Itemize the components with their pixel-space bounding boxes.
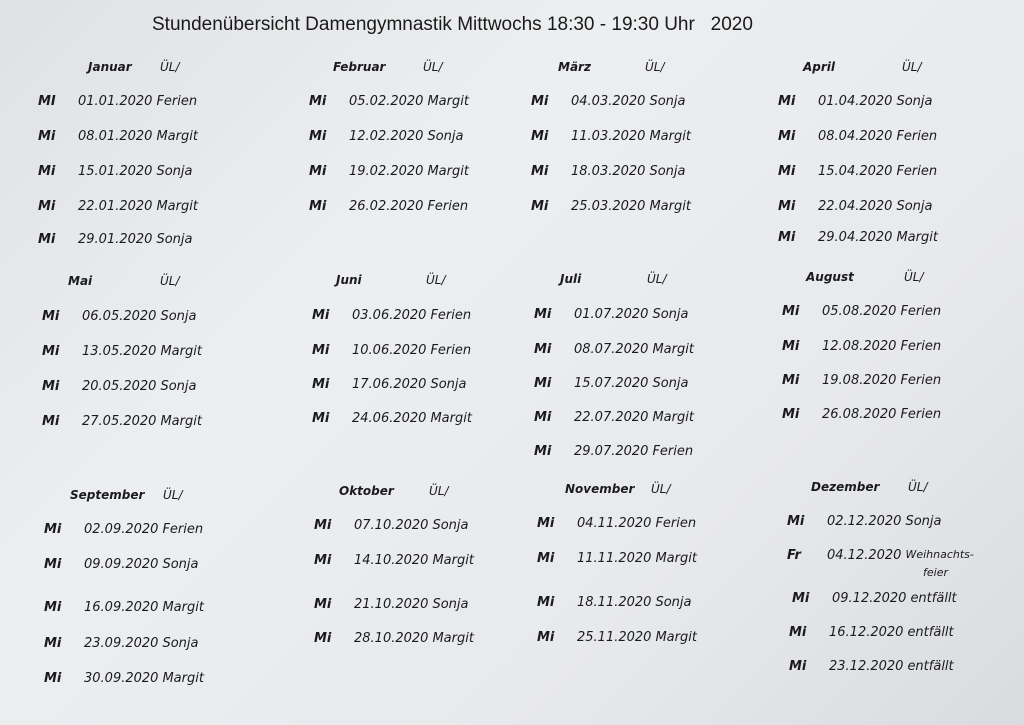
weekday: Mi [42, 414, 60, 429]
trainer-column-label: ÜL/ [429, 484, 449, 498]
trainer-name: Margit [652, 410, 694, 425]
weekday: Mi [534, 376, 552, 391]
schedule-entry [314, 553, 474, 568]
session-date: 01.04.2020 [818, 94, 893, 109]
session-date: 11.03.2020 [571, 129, 646, 144]
schedule-entry [314, 631, 474, 646]
weekday: Mi [782, 304, 800, 319]
weekday: Mi [782, 339, 800, 354]
trainer-name: Sonja [427, 129, 464, 144]
session-date: 22.07.2020 [574, 410, 649, 425]
weekday: Mi [309, 199, 327, 214]
trainer-name: Weihnachts- [905, 548, 974, 561]
weekday: MI [38, 94, 56, 109]
session-date: 20.05.2020 [82, 379, 157, 394]
session-date: 01.01.2020 [78, 94, 153, 109]
session-date: 19.02.2020 [349, 164, 424, 179]
schedule-entry [314, 518, 468, 533]
schedule-entry [42, 309, 196, 324]
session-date: 24.06.2020 [352, 411, 427, 426]
weekday: Mi [782, 407, 800, 422]
trainer-column-label: ÜL/ [423, 60, 443, 74]
trainer-name: Sonja [896, 199, 933, 214]
weekday: Mi [531, 199, 549, 214]
month-name: Januar [88, 60, 132, 74]
weekday: Mi [787, 514, 805, 529]
schedule-entry [312, 308, 471, 323]
month-name: Juni [336, 273, 362, 287]
session-date: 13.05.2020 [82, 344, 157, 359]
schedule-entry [531, 94, 685, 109]
trainer-name: Margit [655, 630, 697, 645]
month-name: April [803, 60, 836, 74]
schedule-entry [787, 548, 974, 579]
session-date: 26.08.2020 [822, 407, 897, 422]
trainer-name: Margit [427, 164, 469, 179]
session-date: 29.04.2020 [818, 230, 893, 245]
weekday: Mi [537, 551, 555, 566]
schedule-entry [534, 410, 694, 425]
weekday: Mi [44, 636, 62, 651]
weekday: Mi [778, 94, 796, 109]
trainer-name: Margit [649, 199, 691, 214]
weekday: Mi [537, 516, 555, 531]
session-date: 14.10.2020 [354, 553, 429, 568]
weekday: Mi [38, 199, 56, 214]
trainer-column-label: ÜL/ [647, 272, 667, 286]
weekday: Mi [42, 379, 60, 394]
schedule-entry [789, 625, 954, 640]
weekday: Mi [782, 373, 800, 388]
weekday: Mi [314, 631, 332, 646]
schedule-entry [38, 94, 197, 109]
session-date: 18.11.2020 [577, 595, 652, 610]
weekday: Mi [312, 411, 330, 426]
weekday: Mi [537, 630, 555, 645]
weekday: Mi [778, 199, 796, 214]
trainer-name: Ferien [156, 94, 198, 109]
weekday: Mi [534, 342, 552, 357]
trainer-name: Margit [649, 129, 691, 144]
session-date: 05.08.2020 [822, 304, 897, 319]
schedule-entry [42, 379, 196, 394]
session-date: 12.02.2020 [349, 129, 424, 144]
schedule-entry [537, 516, 696, 531]
schedule-entry [534, 307, 688, 322]
session-date: 26.02.2020 [349, 199, 424, 214]
session-date: 16.12.2020 [829, 625, 904, 640]
schedule-entry [44, 557, 198, 572]
trainer-name: Sonja [652, 376, 689, 391]
schedule-entry [314, 597, 468, 612]
schedule-entry [38, 129, 198, 144]
trainer-name: Sonja [905, 514, 942, 529]
trainer-name: Ferien [900, 339, 942, 354]
trainer-name: Sonja [156, 164, 193, 179]
schedule-entry [309, 94, 469, 109]
weekday: Mi [534, 444, 552, 459]
schedule-entry [38, 199, 198, 214]
weekday: Mi [792, 591, 810, 606]
schedule-entry [309, 129, 463, 144]
session-date: 23.09.2020 [84, 636, 159, 651]
session-date: 04.12.2020 [827, 548, 902, 563]
session-date: 11.11.2020 [577, 551, 652, 566]
weekday: Mi [778, 230, 796, 245]
month-name: Mai [68, 274, 93, 288]
trainer-name: Sonja [160, 379, 197, 394]
trainer-name: Margit [652, 342, 694, 357]
schedule-entry [782, 373, 941, 388]
weekday: Mi [314, 518, 332, 533]
weekday: Mi [42, 344, 60, 359]
trainer-name: Ferien [430, 343, 472, 358]
weekday: Mi [789, 659, 807, 674]
weekday: Mi [309, 94, 327, 109]
session-date: 03.06.2020 [352, 308, 427, 323]
trainer-name: Ferien [655, 516, 697, 531]
trainer-name: Sonja [156, 232, 193, 247]
weekday: Mi [44, 600, 62, 615]
trainer-name: Ferien [896, 164, 938, 179]
session-date: 23.12.2020 [829, 659, 904, 674]
weekday: Mi [531, 129, 549, 144]
trainer-name: Margit [430, 411, 472, 426]
schedule-entry [312, 411, 472, 426]
trainer-name: Margit [162, 600, 204, 615]
weekday: Mi [534, 307, 552, 322]
session-date: 04.03.2020 [571, 94, 646, 109]
month-name: März [558, 60, 591, 74]
session-date: 19.08.2020 [822, 373, 897, 388]
session-date: 29.07.2020 [574, 444, 649, 459]
weekday: Mi [537, 595, 555, 610]
session-date: 08.04.2020 [818, 129, 893, 144]
trainer-name: Sonja [432, 518, 469, 533]
session-date: 30.09.2020 [84, 671, 159, 686]
trainer-name: Ferien [900, 407, 942, 422]
trainer-name: Ferien [162, 522, 204, 537]
session-date: 22.01.2020 [78, 199, 153, 214]
session-date: 22.04.2020 [818, 199, 893, 214]
month-name: November [565, 482, 635, 496]
schedule-entry [778, 164, 937, 179]
weekday: Mi [44, 522, 62, 537]
schedule-entry [309, 164, 469, 179]
session-date: 07.10.2020 [354, 518, 429, 533]
trainer-name: entfällt [907, 659, 954, 674]
trainer-name-continuation: feier [923, 566, 948, 579]
month-name: Februar [333, 60, 386, 74]
schedule-entry [778, 230, 938, 245]
schedule-entry [534, 376, 688, 391]
session-date: 09.09.2020 [84, 557, 159, 572]
schedule-entry [44, 600, 204, 615]
trainer-name: Margit [156, 199, 198, 214]
session-date: 12.08.2020 [822, 339, 897, 354]
trainer-name: Sonja [896, 94, 933, 109]
trainer-name: Margit [160, 344, 202, 359]
trainer-name: Ferien [427, 199, 469, 214]
weekday: Mi [531, 164, 549, 179]
weekday: Mi [789, 625, 807, 640]
weekday: Fr [787, 548, 801, 563]
trainer-column-label: ÜL/ [904, 270, 924, 284]
session-date: 18.03.2020 [571, 164, 646, 179]
weekday: Mi [309, 164, 327, 179]
trainer-name: Ferien [652, 444, 694, 459]
trainer-name: Margit [896, 230, 938, 245]
weekday: Mi [309, 129, 327, 144]
trainer-name: Sonja [652, 307, 689, 322]
session-date: 25.11.2020 [577, 630, 652, 645]
weekday: Mi [531, 94, 549, 109]
schedule-entry [778, 129, 937, 144]
schedule-entry [44, 671, 204, 686]
month-name: September [70, 488, 145, 502]
month-name: Juli [560, 272, 582, 286]
trainer-name: Margit [655, 551, 697, 566]
trainer-name: Sonja [649, 94, 686, 109]
schedule-entry [537, 630, 697, 645]
session-date: 15.04.2020 [818, 164, 893, 179]
trainer-name: Sonja [655, 595, 692, 610]
trainer-name: Margit [432, 553, 474, 568]
schedule-entry [42, 344, 202, 359]
trainer-name: Ferien [900, 373, 942, 388]
weekday: Mi [312, 377, 330, 392]
weekday: Mi [42, 309, 60, 324]
trainer-name: Margit [427, 94, 469, 109]
session-date: 01.07.2020 [574, 307, 649, 322]
schedule-entry [531, 129, 691, 144]
session-date: 29.01.2020 [78, 232, 153, 247]
weekday: Mi [44, 557, 62, 572]
month-name: August [806, 270, 854, 284]
trainer-column-label: ÜL/ [163, 488, 183, 502]
session-date: 08.07.2020 [574, 342, 649, 357]
weekday: Mi [778, 129, 796, 144]
weekday: Mi [312, 343, 330, 358]
weekday: Mi [314, 597, 332, 612]
trainer-name: Ferien [900, 304, 942, 319]
trainer-name: entfällt [907, 625, 954, 640]
trainer-column-label: ÜL/ [160, 60, 180, 74]
schedule-entry [789, 659, 954, 674]
session-date: 08.01.2020 [78, 129, 153, 144]
schedule-entry [782, 339, 941, 354]
session-date: 02.09.2020 [84, 522, 159, 537]
session-date: 10.06.2020 [352, 343, 427, 358]
session-date: 09.12.2020 [832, 591, 907, 606]
page-title: Stundenübersicht Damengymnastik Mittwochs 18:30 - 19:30 Uhr 2020 [152, 14, 753, 35]
trainer-name: Sonja [162, 557, 199, 572]
session-date: 27.05.2020 [82, 414, 157, 429]
weekday: Mi [38, 129, 56, 144]
schedule-entry [534, 342, 694, 357]
weekday: Mi [312, 308, 330, 323]
schedule-entry [312, 343, 471, 358]
trainer-name: entfällt [910, 591, 957, 606]
schedule-entry [778, 94, 932, 109]
schedule-entry [534, 444, 693, 459]
schedule-entry [44, 636, 198, 651]
trainer-name: Sonja [160, 309, 197, 324]
schedule-entry [42, 414, 202, 429]
session-date: 25.03.2020 [571, 199, 646, 214]
session-date: 16.09.2020 [84, 600, 159, 615]
trainer-column-label: ÜL/ [426, 273, 446, 287]
schedule-entry [531, 199, 691, 214]
trainer-name: Margit [160, 414, 202, 429]
trainer-name: Margit [156, 129, 198, 144]
session-date: 05.02.2020 [349, 94, 424, 109]
session-date: 28.10.2020 [354, 631, 429, 646]
trainer-column-label: ÜL/ [908, 480, 928, 494]
schedule-entry [778, 199, 932, 214]
session-date: 06.05.2020 [82, 309, 157, 324]
schedule-entry [312, 377, 466, 392]
trainer-name: Sonja [430, 377, 467, 392]
schedule-entry [782, 304, 941, 319]
schedule-entry [38, 232, 192, 247]
trainer-name: Sonja [432, 597, 469, 612]
schedule-entry [44, 522, 203, 537]
trainer-name: Sonja [162, 636, 199, 651]
trainer-name: Margit [162, 671, 204, 686]
trainer-column-label: ÜL/ [902, 60, 922, 74]
month-name: Dezember [811, 480, 880, 494]
trainer-name: Sonja [649, 164, 686, 179]
month-name: Oktober [339, 484, 394, 498]
session-date: 17.06.2020 [352, 377, 427, 392]
session-date: 15.07.2020 [574, 376, 649, 391]
weekday: Mi [778, 164, 796, 179]
session-date: 21.10.2020 [354, 597, 429, 612]
trainer-name: Margit [432, 631, 474, 646]
schedule-entry [787, 514, 941, 529]
schedule-entry [792, 591, 957, 606]
weekday: Mi [314, 553, 332, 568]
schedule-entry [537, 595, 691, 610]
schedule-entry [537, 551, 697, 566]
weekday: Mi [534, 410, 552, 425]
schedule-entry [38, 164, 192, 179]
trainer-column-label: ÜL/ [160, 274, 180, 288]
weekday: Mi [44, 671, 62, 686]
schedule-entry [531, 164, 685, 179]
session-date: 15.01.2020 [78, 164, 153, 179]
session-date: 02.12.2020 [827, 514, 902, 529]
schedule-entry [309, 199, 468, 214]
session-date: 04.11.2020 [577, 516, 652, 531]
trainer-name: Ferien [896, 129, 938, 144]
trainer-column-label: ÜL/ [645, 60, 665, 74]
weekday: Mi [38, 164, 56, 179]
trainer-name: Ferien [430, 308, 472, 323]
weekday: Mi [38, 232, 56, 247]
schedule-entry [782, 407, 941, 422]
trainer-column-label: ÜL/ [651, 482, 671, 496]
